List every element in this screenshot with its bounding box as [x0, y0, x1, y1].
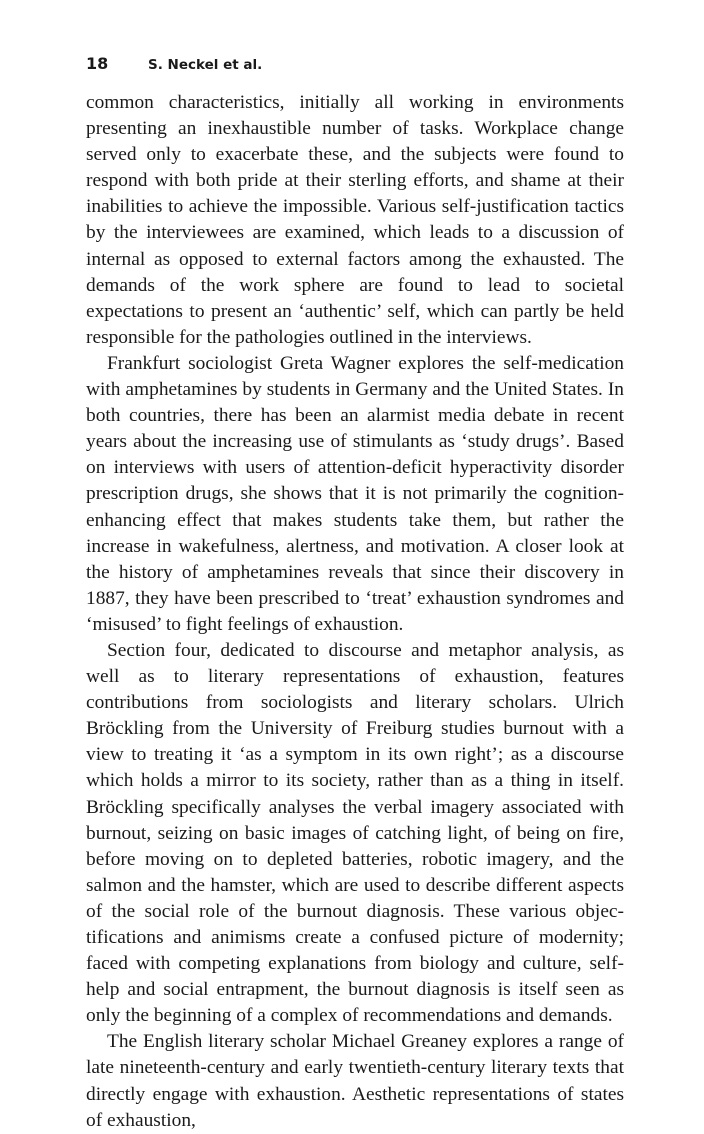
- body-text: [86, 90, 624, 1134]
- paragraph-continuation: common characteristics, initially all working in environments presenting an inexhaustible number of tasks. Workplace change served only to exacerbate these, and the subjects were found to respond with both pride at their sterling efforts, and shame at their inabilities to achieve the impossible. Various self-justification tactics by the interviewees are examined, which leads to a discussion of internal as opposed to external factors among the exhausted. The demands of the work sphere are found to lead to societal expectations to present an ‘authentic’ self, which can partly be held responsible for the pathologies outlined in the interviews.: [86, 92, 624, 348]
- paragraph-wagner: Frankfurt sociologist Greta Wagner explores the self-medication with amphetamines by students in Germany and the United States. In both countries, there has been an alarmist media debate in recent years about the increasing use of stimulants as ‘study drugs’. Based on interviews with users of attention-deficit hyperactivity disorder prescription drugs, she shows that it is not primarily the cognition-enhancing effect that makes students take them, but rather the increase in wakefulness, alertness, and motivation. A closer look at the history of amphetamines reveals that since their discovery in 1887, they have been prescribed to ‘treat’ exhaustion syndromes and ‘misused’ to fight feelings of exhaustion.: [86, 352, 624, 635]
- running-head-authors: S. Neckel et al.: [148, 57, 263, 73]
- paragraph-greaney: The English literary scholar Michael Greaney explores a range of late nineteenth-century and early twentieth-century literary texts that directly engage with exhaustion. Aesthetic representations of states of exhaustion,: [86, 1031, 624, 1131]
- paragraph-section-four: Section four, dedicated to discourse and metaphor analysis, as well as to literary representations of exhaustion, features contributions from sociologists and literary scholars. Ulrich Bröckling from the University of Freiburg studies burnout with a view to treating it ‘as a symptom in its own right’; as a discourse which holds a mirror to its society, rather than as a thing in itself. Bröckling specifically analyses the verbal imagery associated with burnout, seizing on basic images of catching light, of being on fire, before moving on to depleted batteries, robotic imagery, and the salmon and the hamster, which are used to describe different aspects of the social role of the burnout diagnosis. These various objectifications and animisms create a confused picture of modernity; faced with competing explanations from biology and culture, self-help and social entrapment, the burnout diagnosis is itself seen as only the beginning of a complex of recommendations and demands.: [86, 639, 624, 1027]
- page-number: 18: [86, 54, 109, 73]
- page-header: [86, 54, 262, 73]
